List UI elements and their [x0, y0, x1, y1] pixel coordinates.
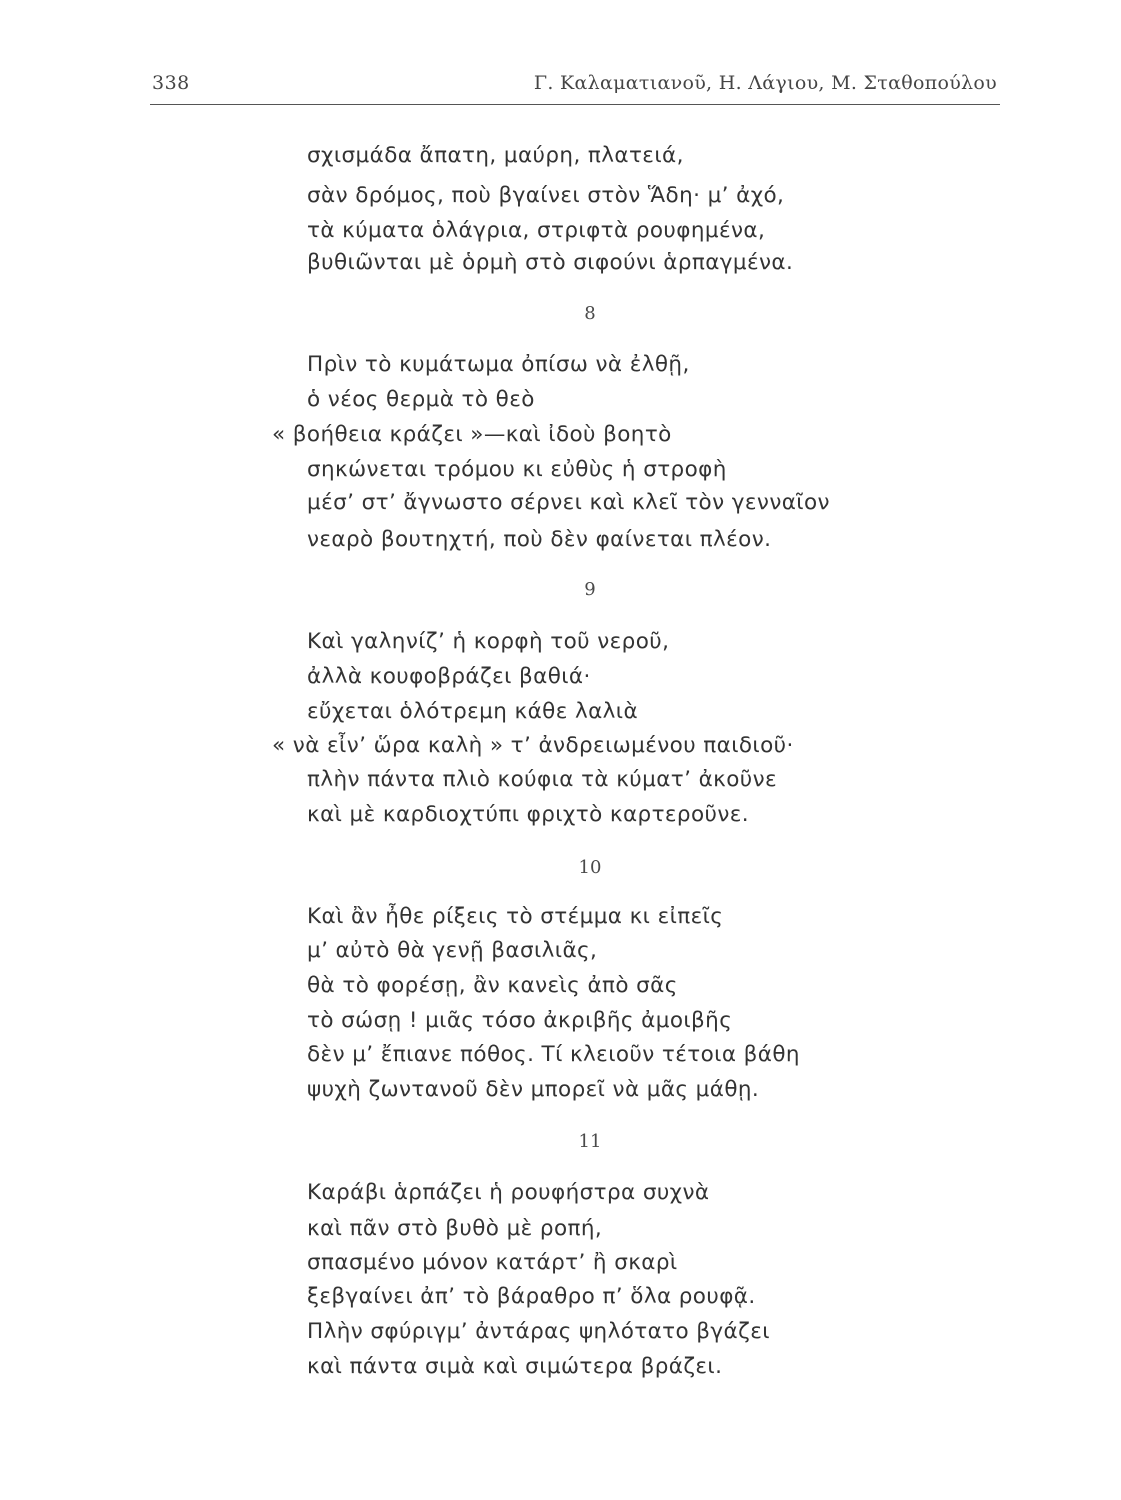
poem-line: Καράβι ἁρπάζει ἡ ρουφήστρα συχνὰ [307, 1180, 710, 1205]
poem-line: ξεβγαίνει ἀπ’ τὸ βάραθρο π’ ὅλα ρουφᾷ. [307, 1284, 756, 1309]
poem-line: σὰν δρόμος, ποὺ βγαίνει στὸν Ἅδη· μ’ ἀχό, [307, 183, 785, 208]
header-rule [150, 104, 1000, 105]
poem-line: σηκώνεται τρόμου κι εὐθὺς ἡ στροφὴ [307, 457, 727, 482]
stanza-number: 11 [578, 1131, 602, 1152]
poem-line: σπασμένο μόνον κατάρτ’ ἢ σκαρὶ [307, 1250, 678, 1275]
page-header [152, 72, 997, 106]
poem-line: Πρὶν τὸ κυμάτωμα ὀπίσω νὰ ἐλθῇ, [307, 352, 690, 377]
poem-line: ψυχὴ ζωντανοῦ δὲν μπορεῖ νὰ μᾶς μάθῃ. [307, 1077, 760, 1102]
poem-line: « νὰ εἶν’ ὥρα καλὴ » τ’ ἀνδρειωμένου παιδιοῦ· [272, 733, 794, 758]
poem-line: μέσ’ στ’ ἄγνωστο σέρνει καὶ κλεῖ τὸν γενναῖον [307, 490, 830, 515]
poem-line: νεαρὸ βουτηχτή, ποὺ δὲν φαίνεται πλέον. [307, 527, 772, 552]
poem-line: Πλὴν σφύριγμ’ ἀντάρας ψηλότατο βγάζει [307, 1319, 770, 1344]
poem-line: καὶ μὲ καρδιοχτύπι φριχτὸ καρτεροῦνε. [307, 802, 750, 827]
poem-line: μ’ αὐτὸ θὰ γενῇ βασιλιᾶς, [307, 938, 598, 963]
poem-line: δὲν μ’ ἔπιανε πόθος. Τί κλειοῦν τέτοια βάθη [307, 1042, 800, 1067]
poem-line: εὔχεται ὁλότρεμη κάθε λαλιὰ [307, 699, 639, 724]
poem-line: « βοήθεια κράζει »—καὶ ἰδοὺ βοητὸ [272, 422, 672, 447]
page-number: 338 [152, 72, 190, 94]
stanza-number: 10 [578, 857, 602, 878]
poem-line: καὶ πᾶν στὸ βυθὸ μὲ ροπή, [307, 1216, 603, 1241]
poem-line: Καὶ γαληνίζ’ ἡ κορφὴ τοῦ νεροῦ, [307, 629, 670, 654]
stanza-number: 9 [584, 579, 596, 600]
poem-line: πλὴν πάντα πλιὸ κούφια τὰ κύματ’ ἀκοῦνε [307, 767, 778, 792]
poem-line: ἀλλὰ κουφοβράζει βαθιά· [307, 664, 591, 689]
poem-line: βυθιῶνται μὲ ὁρμὴ στὸ σιφούνι ἁρπαγμένα. [307, 250, 794, 275]
running-head: Γ. Καλαματιανοῦ, Η. Λάγιου, Μ. Σταθοπούλου [533, 72, 997, 94]
poem-line: σχισμάδα ἄπατη, μαύρη, πλατειά, [307, 143, 684, 168]
poem-line: Καὶ ἂν ἦθε ρίξεις τὸ στέμμα κι εἰπεῖς [307, 904, 724, 929]
poem-line: τὸ σώσῃ ! μιᾶς τόσο ἀκριβῆς ἀμοιβῆς [307, 1008, 733, 1033]
poem-line: θὰ τὸ φορέσῃ, ἂν κανεὶς ἀπὸ σᾶς [307, 973, 678, 998]
stanza-number: 8 [584, 303, 596, 324]
poem-line: καὶ πάντα σιμὰ καὶ σιμώτερα βράζει. [307, 1354, 723, 1379]
poem-line: ὁ νέος θερμὰ τὸ θεὸ [307, 387, 535, 412]
poem-line: τὰ κύματα ὁλάγρια, στριφτὰ ρουφημένα, [307, 218, 766, 243]
